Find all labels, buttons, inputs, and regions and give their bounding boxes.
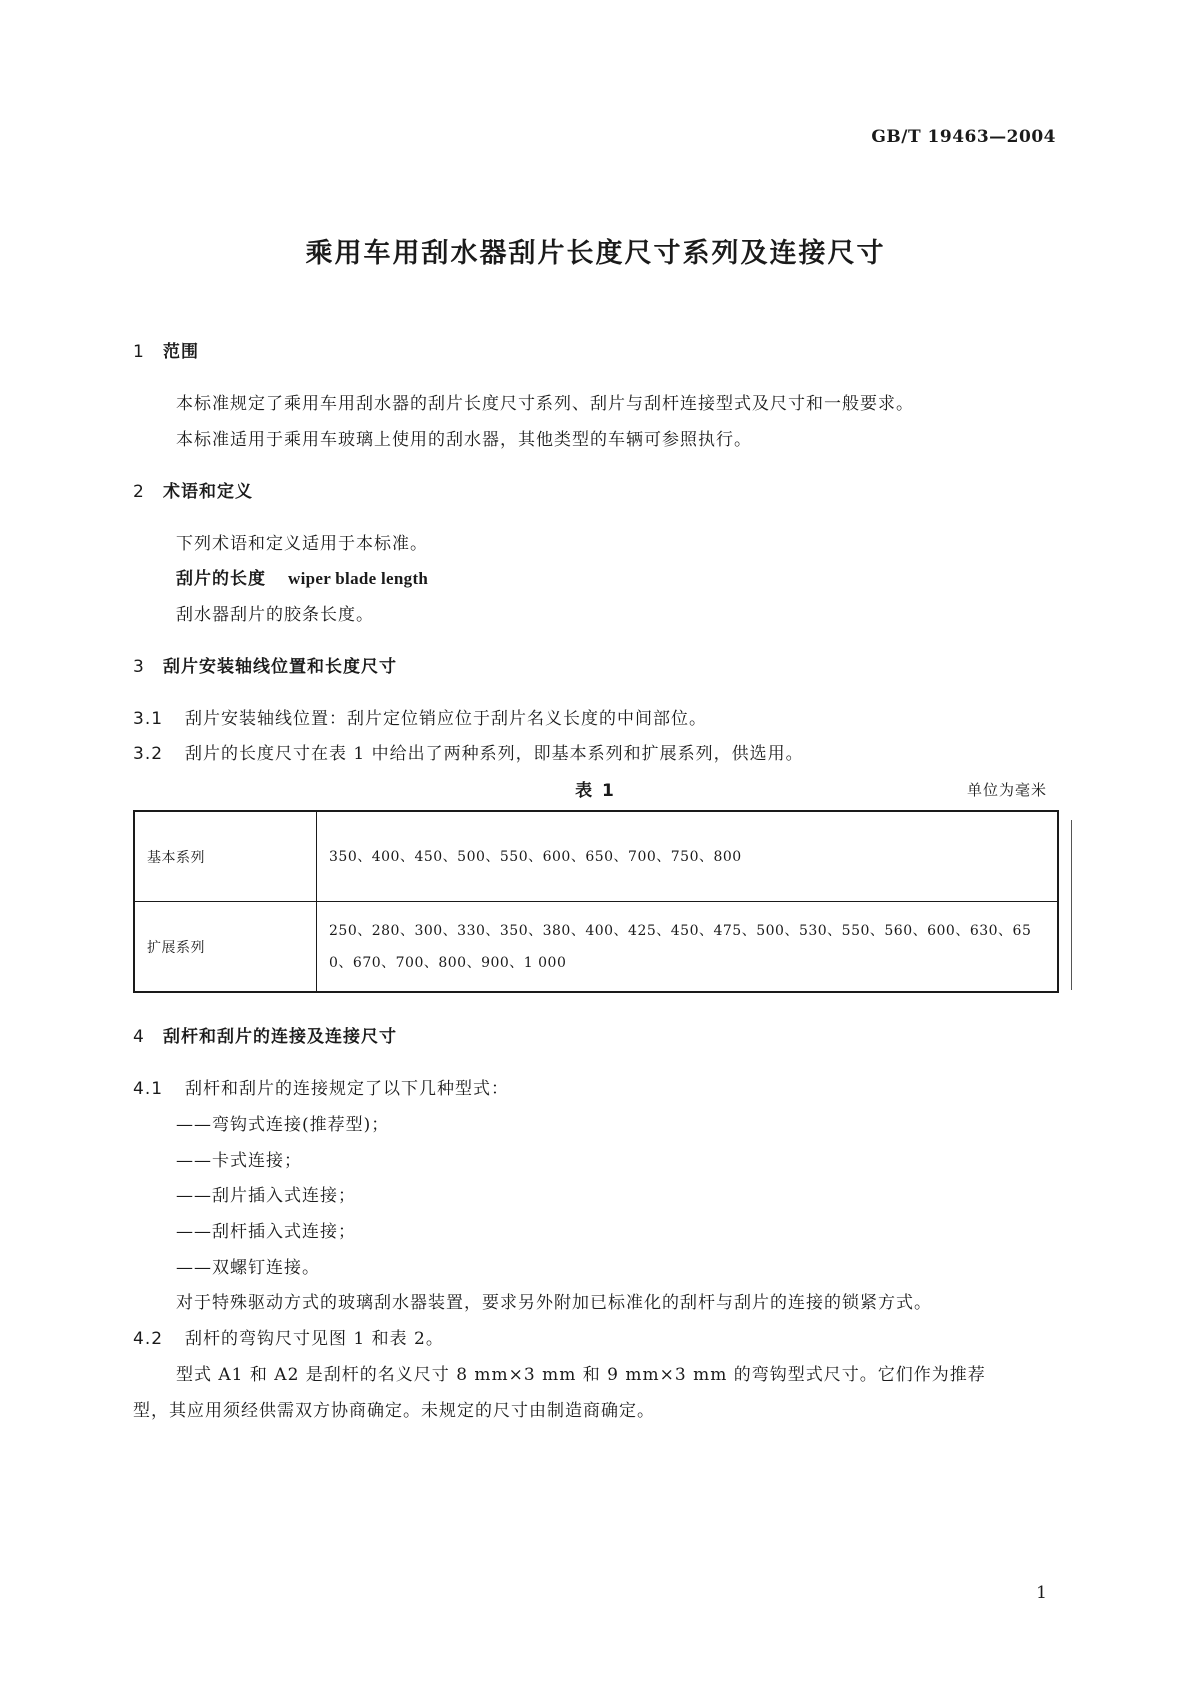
row-values: 350、400、450、500、550、600、650、700、750、800 (317, 811, 1059, 902)
clause-text: 刮杆的弯钩尺寸见图 1 和表 2。 (185, 1329, 444, 1349)
row-label: 基本系列 (134, 811, 317, 902)
paragraph: 对于特殊驱动方式的玻璃刮水器装置，要求另外附加已标准化的刮杆与刮片的连接的锁紧方式。 (176, 1293, 932, 1313)
clause-3-2 (133, 739, 804, 764)
list-item: ——卡式连接； (176, 1151, 302, 1171)
section-3-heading (133, 652, 397, 677)
section-number: 2 (133, 482, 145, 502)
section-1-heading (133, 337, 199, 362)
paragraph: 本标准规定了乘用车用刮水器的刮片长度尺寸系列、刮片与刮杆连接型式及尺寸和一般要求。 (176, 394, 914, 414)
section-4-heading (133, 1022, 397, 1047)
page-number: 1 (1036, 1583, 1047, 1603)
document-title: 乘用车用刮水器刮片长度尺寸系列及连接尺寸 (305, 238, 886, 269)
margin-line (1071, 820, 1072, 990)
term-chinese: 刮片的长度 (176, 569, 266, 589)
clause-number: 3.2 (133, 744, 164, 764)
paragraph: 型式 A1 和 A2 是刮杆的名义尺寸 8 mm×3 mm 和 9 mm×3 mm 的弯钩型式尺寸。它们作为推荐 (176, 1365, 986, 1385)
clause-3-1 (133, 704, 707, 729)
paragraph: 型，其应用须经供需双方协商确定。未规定的尺寸由制造商确定。 (133, 1401, 655, 1421)
list-item: ——弯钩式连接(推荐型)； (176, 1115, 390, 1135)
section-number: 1 (133, 342, 145, 362)
term-entry (176, 564, 428, 589)
clause-number: 4.1 (133, 1079, 164, 1099)
length-series-table (133, 810, 1059, 993)
table-unit: 单位为毫米 (966, 781, 1047, 799)
clause-4-1 (133, 1074, 509, 1099)
clause-4-2 (133, 1324, 444, 1349)
clause-text: 刮片的长度尺寸在表 1 中给出了两种系列，即基本系列和扩展系列，供选用。 (185, 744, 804, 764)
row-label: 扩展系列 (134, 902, 317, 993)
section-title: 术语和定义 (163, 482, 253, 502)
list-item: ——双螺钉连接。 (176, 1258, 320, 1278)
clause-number: 3.1 (133, 709, 164, 729)
clause-number: 4.2 (133, 1329, 164, 1349)
list-item: ——刮片插入式连接； (176, 1186, 356, 1206)
section-title: 范围 (163, 342, 199, 362)
list-item: ——刮杆插入式连接； (176, 1222, 356, 1242)
section-number: 3 (133, 657, 145, 677)
term-english: wiper blade length (288, 569, 429, 588)
section-title: 刮杆和刮片的连接及连接尺寸 (163, 1027, 397, 1047)
clause-text: 刮片安装轴线位置：刮片定位销应位于刮片名义长度的中间部位。 (185, 709, 707, 729)
section-2-heading (133, 477, 253, 502)
term-definition: 刮水器刮片的胶条长度。 (176, 605, 374, 625)
paragraph: 本标准适用于乘用车玻璃上使用的刮水器，其他类型的车辆可参照执行。 (176, 430, 752, 450)
row-values: 250、280、300、330、350、380、400、425、450、475、500、530、550、560、600、630、650、670、700、800、900、1 000 (317, 902, 1059, 993)
paragraph: 下列术语和定义适用于本标准。 (176, 534, 428, 554)
clause-text: 刮杆和刮片的连接规定了以下几种型式： (185, 1079, 509, 1099)
table-row (134, 902, 1058, 993)
standard-number: GB/T 19463—2004 (871, 127, 1056, 147)
section-number: 4 (133, 1027, 145, 1047)
table-caption: 表 1 (575, 781, 616, 801)
table-row (134, 811, 1058, 902)
section-title: 刮片安装轴线位置和长度尺寸 (163, 657, 397, 677)
